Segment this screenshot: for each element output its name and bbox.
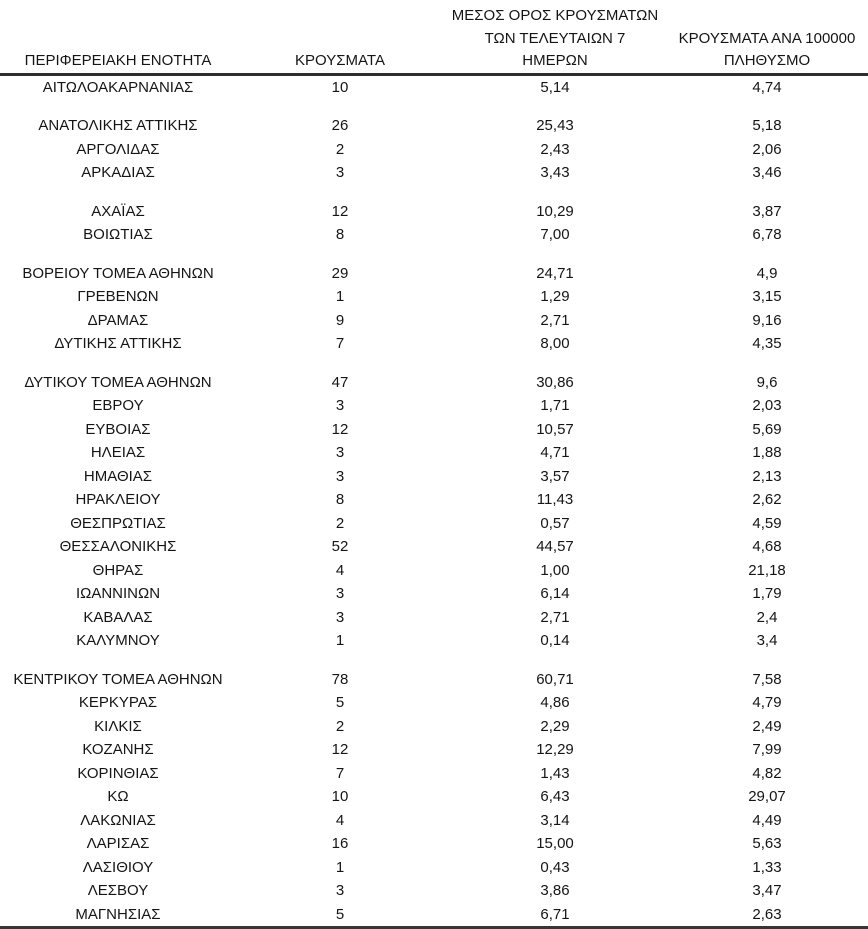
table-row bbox=[0, 691, 868, 715]
avg7-cell: 6,43 bbox=[540, 788, 570, 805]
per100k-cell: 3,15 bbox=[752, 288, 782, 305]
cases-cell: 78 bbox=[331, 670, 349, 688]
region-cell: ΗΜΑΘΙΑΣ bbox=[83, 467, 153, 485]
cases-cell: 16 bbox=[331, 835, 349, 852]
table-row bbox=[0, 715, 868, 739]
avg7-cell: 10,29 bbox=[536, 202, 574, 220]
avg7-cell: 8,00 bbox=[540, 335, 570, 352]
column-header-7day-average: ΜΕΣΟΣ ΟΡΟΣ ΚΡΟΥΣΜΑΤΩΝ ΤΩΝ ΤΕΛΕΥΤΑΙΩΝ 7 ΗΜΕΡΩΝ bbox=[451, 7, 659, 69]
table-row bbox=[0, 114, 868, 138]
region-cell: ΑΡΚΑΔΙΑΣ bbox=[81, 164, 155, 181]
cases-cell: 12 bbox=[331, 741, 349, 758]
per100k-cell: 3,87 bbox=[752, 202, 782, 220]
avg7-cell: 3,43 bbox=[540, 164, 570, 181]
per100k-cell: 2,62 bbox=[752, 491, 782, 508]
table-body bbox=[0, 76, 868, 929]
cases-cell: 47 bbox=[331, 373, 349, 391]
per100k-cell: 4,82 bbox=[752, 764, 782, 782]
region-cell: ΔΡΑΜΑΣ bbox=[87, 311, 149, 329]
column-header-cases-per-100k: ΚΡΟΥΣΜΑΤΑ ΑΝΑ 100000 ΠΛΗΘΥΣΜΟ bbox=[678, 29, 856, 69]
per100k-cell: 4,35 bbox=[752, 335, 782, 352]
per100k-cell: 5,69 bbox=[752, 420, 782, 438]
table-row bbox=[0, 535, 868, 559]
avg7-cell: 2,71 bbox=[540, 608, 570, 626]
avg7-cell: 2,29 bbox=[540, 717, 570, 735]
cases-cell: 5 bbox=[335, 905, 345, 923]
table-row bbox=[0, 668, 868, 692]
table-row bbox=[0, 76, 868, 100]
cases-cell: 3 bbox=[335, 467, 345, 485]
cases-cell: 10 bbox=[331, 788, 349, 805]
column-header-region bbox=[0, 50, 236, 73]
cases-cell: 3 bbox=[335, 164, 345, 181]
region-cell: ΑΡΓΟΛΙΔΑΣ bbox=[76, 140, 160, 158]
per100k-cell: 3,46 bbox=[752, 164, 782, 181]
per100k-cell: 2,03 bbox=[752, 397, 782, 414]
per100k-cell: 4,9 bbox=[756, 264, 778, 282]
table-row bbox=[0, 441, 868, 465]
avg7-cell: 12,29 bbox=[536, 741, 574, 758]
region-cell: ΚΕΝΤΡΙΚΟΥ ΤΟΜΕΑ ΑΘΗΝΩΝ bbox=[13, 670, 223, 688]
cases-cell: 29 bbox=[331, 264, 349, 282]
per100k-cell: 5,18 bbox=[752, 117, 782, 134]
cases-cell: 8 bbox=[335, 226, 345, 243]
per100k-cell: 4,59 bbox=[752, 514, 782, 532]
table-row bbox=[0, 161, 868, 185]
cases-cell: 2 bbox=[335, 717, 345, 735]
cases-cell: 1 bbox=[335, 632, 345, 649]
avg7-cell: 5,14 bbox=[540, 78, 570, 96]
avg7-cell: 1,43 bbox=[540, 764, 570, 782]
per100k-cell: 4,79 bbox=[752, 694, 782, 711]
table-row bbox=[0, 465, 868, 489]
avg7-cell: 1,00 bbox=[540, 561, 570, 579]
row-group-spacer bbox=[0, 356, 868, 371]
per100k-cell: 1,79 bbox=[752, 585, 782, 602]
avg7-cell: 2,43 bbox=[540, 140, 570, 158]
table-row bbox=[0, 488, 868, 512]
avg7-cell: 11,43 bbox=[536, 491, 574, 508]
region-cell: ΚΑΛΥΜΝΟΥ bbox=[76, 632, 160, 649]
table-row bbox=[0, 582, 868, 606]
table-row bbox=[0, 394, 868, 418]
avg7-cell: 0,43 bbox=[540, 858, 570, 876]
table-row bbox=[0, 223, 868, 247]
per100k-cell: 2,13 bbox=[752, 467, 782, 485]
region-cell: ΛΕΣΒΟΥ bbox=[87, 882, 149, 899]
avg7-cell: 30,86 bbox=[536, 373, 574, 391]
region-cell: ΑΙΤΩΛΟΑΚΑΡΝΑΝΙΑΣ bbox=[42, 78, 194, 96]
cases-cell: 4 bbox=[335, 811, 345, 829]
cases-cell: 3 bbox=[335, 585, 345, 602]
region-cell: ΒΟΡΕΙΟΥ ΤΟΜΕΑ ΑΘΗΝΩΝ bbox=[22, 264, 214, 282]
table-row bbox=[0, 512, 868, 536]
per100k-cell: 4,74 bbox=[752, 78, 782, 96]
region-cell: ΚΕΡΚΥΡΑΣ bbox=[78, 694, 158, 711]
avg7-cell: 25,43 bbox=[536, 117, 574, 134]
cases-cell: 1 bbox=[335, 858, 345, 876]
per100k-cell: 2,4 bbox=[756, 608, 778, 626]
table-row bbox=[0, 785, 868, 809]
cases-cell: 3 bbox=[335, 397, 345, 414]
cases-cell: 9 bbox=[335, 311, 345, 329]
table-row bbox=[0, 559, 868, 583]
per100k-cell: 9,6 bbox=[756, 373, 778, 391]
table-row bbox=[0, 738, 868, 762]
table-row bbox=[0, 371, 868, 395]
per100k-cell: 9,16 bbox=[752, 311, 782, 329]
table-row bbox=[0, 200, 868, 224]
cases-cell: 12 bbox=[331, 420, 349, 438]
avg7-cell: 44,57 bbox=[536, 538, 574, 555]
avg7-cell: 0,57 bbox=[540, 514, 570, 532]
table-row bbox=[0, 879, 868, 903]
avg7-cell: 6,14 bbox=[540, 585, 570, 602]
cases-cell: 26 bbox=[331, 117, 349, 134]
region-cell: ΔΥΤΙΚΟΥ ΤΟΜΕΑ ΑΘΗΝΩΝ bbox=[24, 373, 212, 391]
region-cell: ΑΧΑΪΑΣ bbox=[91, 202, 145, 220]
region-cell: ΓΡΕΒΕΝΩΝ bbox=[77, 288, 159, 305]
per100k-cell: 21,18 bbox=[748, 561, 786, 579]
region-cell: ΚΟΖΑΝΗΣ bbox=[82, 741, 154, 758]
table-row bbox=[0, 856, 868, 880]
cases-cell: 4 bbox=[335, 561, 345, 579]
region-cell: ΛΑΚΩΝΙΑΣ bbox=[80, 811, 156, 829]
row-group-spacer bbox=[0, 99, 868, 114]
table-row bbox=[0, 309, 868, 333]
region-cell: ΕΒΡΟΥ bbox=[92, 397, 144, 414]
per100k-cell: 7,58 bbox=[752, 670, 782, 688]
avg7-cell: 4,86 bbox=[540, 694, 570, 711]
per100k-cell: 4,49 bbox=[752, 811, 782, 829]
table-row bbox=[0, 418, 868, 442]
cases-cell: 3 bbox=[335, 882, 345, 899]
per100k-cell: 5,63 bbox=[752, 835, 782, 852]
cases-cell: 3 bbox=[335, 444, 345, 461]
region-cell: ΚΑΒΑΛΑΣ bbox=[83, 608, 153, 626]
avg7-cell: 60,71 bbox=[536, 670, 574, 688]
avg7-cell: 2,71 bbox=[540, 311, 570, 329]
per100k-cell: 1,88 bbox=[752, 444, 782, 461]
table-row bbox=[0, 809, 868, 833]
per100k-cell: 7,99 bbox=[752, 741, 782, 758]
avg7-cell: 4,71 bbox=[540, 444, 570, 461]
per100k-cell: 3,47 bbox=[752, 882, 782, 899]
table-row bbox=[0, 332, 868, 356]
cases-cell: 10 bbox=[331, 78, 349, 96]
column-header-region-label: ΠΕΡΙΦΕΡΕΙΑΚΗ ΕΝΟΤΗΤΑ bbox=[24, 52, 212, 69]
region-cell: ΜΑΓΝΗΣΙΑΣ bbox=[75, 905, 161, 923]
region-cell: ΛΑΣΙΘΙΟΥ bbox=[82, 858, 154, 876]
per100k-cell: 29,07 bbox=[748, 788, 786, 805]
cases-cell: 2 bbox=[335, 514, 345, 532]
cases-cell: 3 bbox=[335, 608, 345, 626]
region-cell: ΘΗΡΑΣ bbox=[92, 561, 144, 579]
cases-cell: 8 bbox=[335, 491, 345, 508]
table-row bbox=[0, 629, 868, 653]
per100k-cell: 2,63 bbox=[752, 905, 782, 923]
per100k-cell: 3,4 bbox=[756, 632, 778, 649]
table-header-row bbox=[0, 0, 868, 76]
column-header-cases bbox=[236, 50, 444, 73]
region-cell: ΙΩΑΝΝΙΝΩΝ bbox=[75, 585, 161, 602]
region-cell: ΒΟΙΩΤΙΑΣ bbox=[83, 226, 153, 243]
table-row bbox=[0, 606, 868, 630]
avg7-cell: 1,29 bbox=[540, 288, 570, 305]
table-row bbox=[0, 832, 868, 856]
region-cell: ΗΡΑΚΛΕΙΟΥ bbox=[75, 491, 161, 508]
row-group-spacer bbox=[0, 653, 868, 668]
avg7-cell: 0,14 bbox=[540, 632, 570, 649]
cases-cell: 7 bbox=[335, 764, 345, 782]
avg7-cell: 6,71 bbox=[540, 905, 570, 923]
avg7-cell: 10,57 bbox=[536, 420, 574, 438]
cases-cell: 7 bbox=[335, 335, 345, 352]
region-cell: ΔΥΤΙΚΗΣ ΑΤΤΙΚΗΣ bbox=[54, 335, 182, 352]
region-cell: ΗΛΕΙΑΣ bbox=[90, 444, 146, 461]
per100k-cell: 6,78 bbox=[752, 226, 782, 243]
cases-cell: 12 bbox=[331, 202, 349, 220]
region-cell: ΚΩ bbox=[107, 788, 129, 805]
cases-cell: 1 bbox=[335, 288, 345, 305]
avg7-cell: 7,00 bbox=[540, 226, 570, 243]
table-row bbox=[0, 285, 868, 309]
table-row bbox=[0, 762, 868, 786]
avg7-cell: 3,86 bbox=[540, 882, 570, 899]
table-row bbox=[0, 903, 868, 927]
avg7-cell: 15,00 bbox=[536, 835, 574, 852]
table-row bbox=[0, 138, 868, 162]
region-cell: ΛΑΡΙΣΑΣ bbox=[86, 835, 150, 852]
region-cell: ΘΕΣΠΡΩΤΙΑΣ bbox=[70, 514, 166, 532]
per100k-cell: 2,06 bbox=[752, 140, 782, 158]
region-cell: ΑΝΑΤΟΛΙΚΗΣ ΑΤΤΙΚΗΣ bbox=[38, 117, 198, 134]
avg7-cell: 24,71 bbox=[536, 264, 574, 282]
cases-cell: 2 bbox=[335, 140, 345, 158]
region-cell: ΕΥΒΟΙΑΣ bbox=[85, 420, 151, 438]
region-cell: ΘΕΣΣΑΛΟΝΙΚΗΣ bbox=[59, 538, 177, 555]
cases-cell: 52 bbox=[331, 538, 349, 555]
per100k-cell: 2,49 bbox=[752, 717, 782, 735]
per100k-cell: 1,33 bbox=[752, 858, 782, 876]
table-row bbox=[0, 262, 868, 286]
avg7-cell: 3,57 bbox=[540, 467, 570, 485]
avg7-cell: 3,14 bbox=[540, 811, 570, 829]
column-header-cases-label: ΚΡΟΥΣΜΑΤΑ bbox=[295, 52, 385, 69]
row-group-spacer bbox=[0, 185, 868, 200]
row-group-spacer bbox=[0, 247, 868, 262]
per100k-cell: 4,68 bbox=[752, 538, 782, 555]
avg7-cell: 1,71 bbox=[540, 397, 570, 414]
region-cell: ΚΟΡΙΝΘΙΑΣ bbox=[77, 764, 159, 782]
region-cell: ΚΙΛΚΙΣ bbox=[94, 717, 142, 735]
cases-cell: 5 bbox=[335, 694, 345, 711]
